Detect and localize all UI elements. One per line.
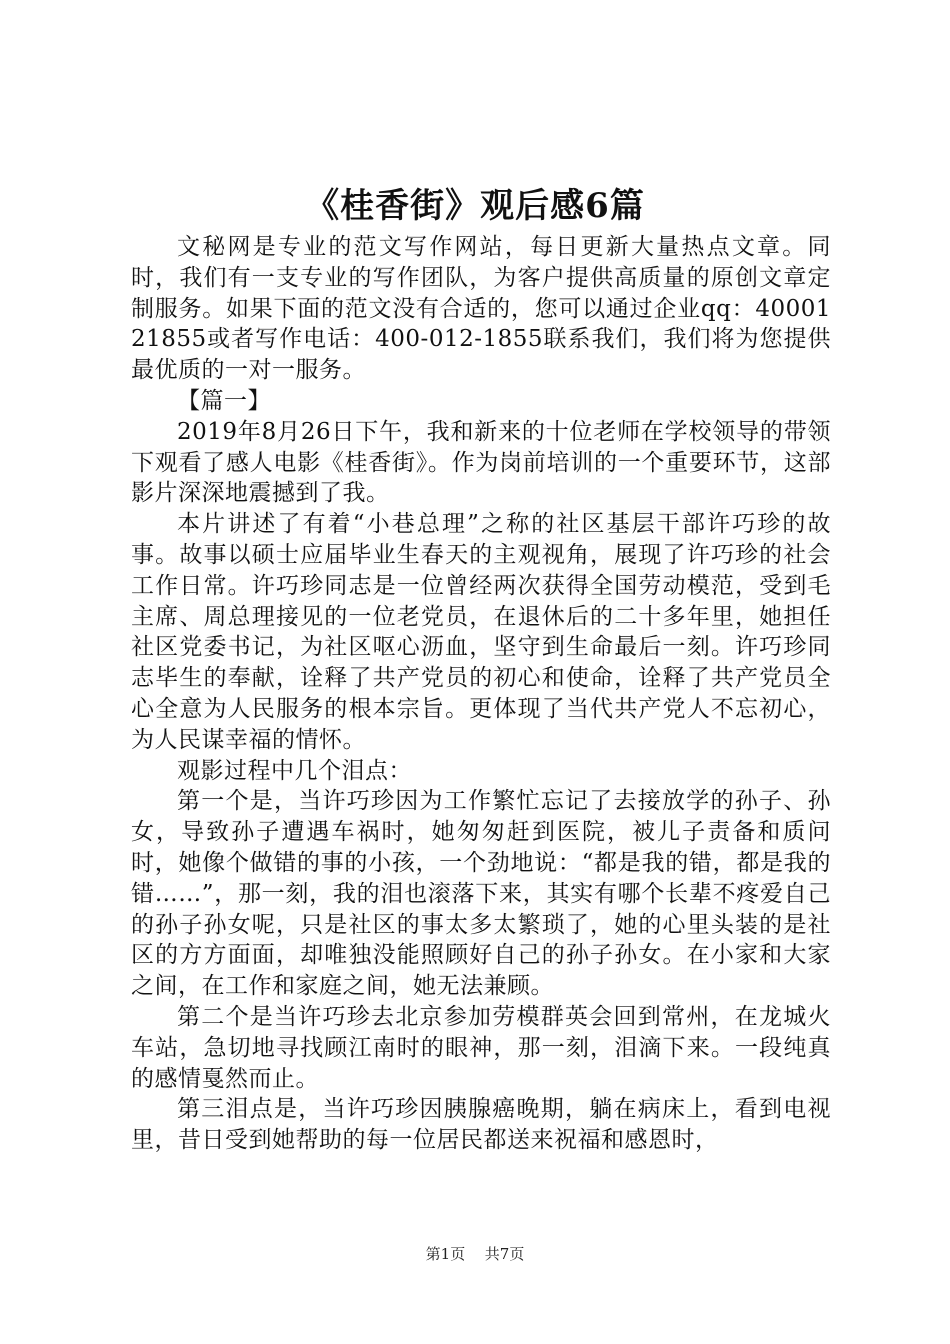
body-paragraph: 第三泪点是，当许巧珍因胰腺癌晚期，躺在病床上，看到电视里，昔日受到她帮助的每一位居民都送来祝福和感恩时， (131, 1096, 831, 1154)
body-paragraph: 2019年8月26日下午，我和新来的十位老师在学校领导的带领下观看了感人电影《桂香街》。作为岗前培训的一个重要环节，这部影片深深地震撼到了我。 (131, 418, 831, 507)
body-paragraph: 第一个是，当许巧珍因为工作繁忙忘记了去接放学的孙子、孙女，导致孙子遭遇车祸时，她匆匆赶到医院，被儿子责备和质问时，她像个做错的事的小孩，一个劲地说：“都是我的错，都是我的错……”，那一刻，我的泪也滚落下来，其实有哪个长辈不疼爱自己的孙子孙女呢，只是社区的事太多太繁琐了，她的心里头装的是社区的方方面面，却唯独没能照顾好自己的孙子孙女。在小家和大家之间，在工作和家庭之间，她无法兼顾。 (131, 788, 831, 1000)
document-body (131, 232, 831, 1156)
page-footer (0, 1243, 950, 1264)
document-title: 《桂香街》观后感6篇 (305, 186, 645, 226)
body-paragraph: 观影过程中几个泪点： (177, 757, 412, 784)
page-number-total: 共7页 (484, 1245, 525, 1263)
section-heading: 【篇一】 (177, 387, 271, 414)
intro-paragraph: 文秘网是专业的范文写作网站，每日更新大量热点文章。同时，我们有一支专业的写作团队，为客户提供高质量的原创文章定制服务。如果下面的范文没有合适的，您可以通过企业qq：4000121855或者写作电话：400-012-1855联系我们，我们将为您提供最优质的一对一服务。 (131, 234, 831, 384)
page-number-current: 第1页 (425, 1245, 466, 1263)
body-paragraph: 本片讲述了有着“小巷总理”之称的社区基层干部许巧珍的故事。故事以硕士应届毕业生春天的主观视角，展现了许巧珍的社会工作日常。许巧珍同志是一位曾经两次获得全国劳动模范，受到毛主席、周总理接见的一位老党员，在退休后的二十多年里，她担任社区党委书记，为社区呕心沥血，坚守到生命最后一刻。许巧珍同志毕生的奉献，诠释了共产党员的初心和使命，诠释了共产党员全心全意为人民服务的根本宗旨。更体现了当代共产党人不忘初心，为人民谋幸福的情怀。 (131, 511, 831, 753)
body-paragraph: 第二个是当许巧珍去北京参加劳模群英会回到常州，在龙城火车站，急切地寻找顾江南时的眼神，那一刻，泪滴下来。一段纯真的感情戛然而止。 (131, 1003, 831, 1092)
